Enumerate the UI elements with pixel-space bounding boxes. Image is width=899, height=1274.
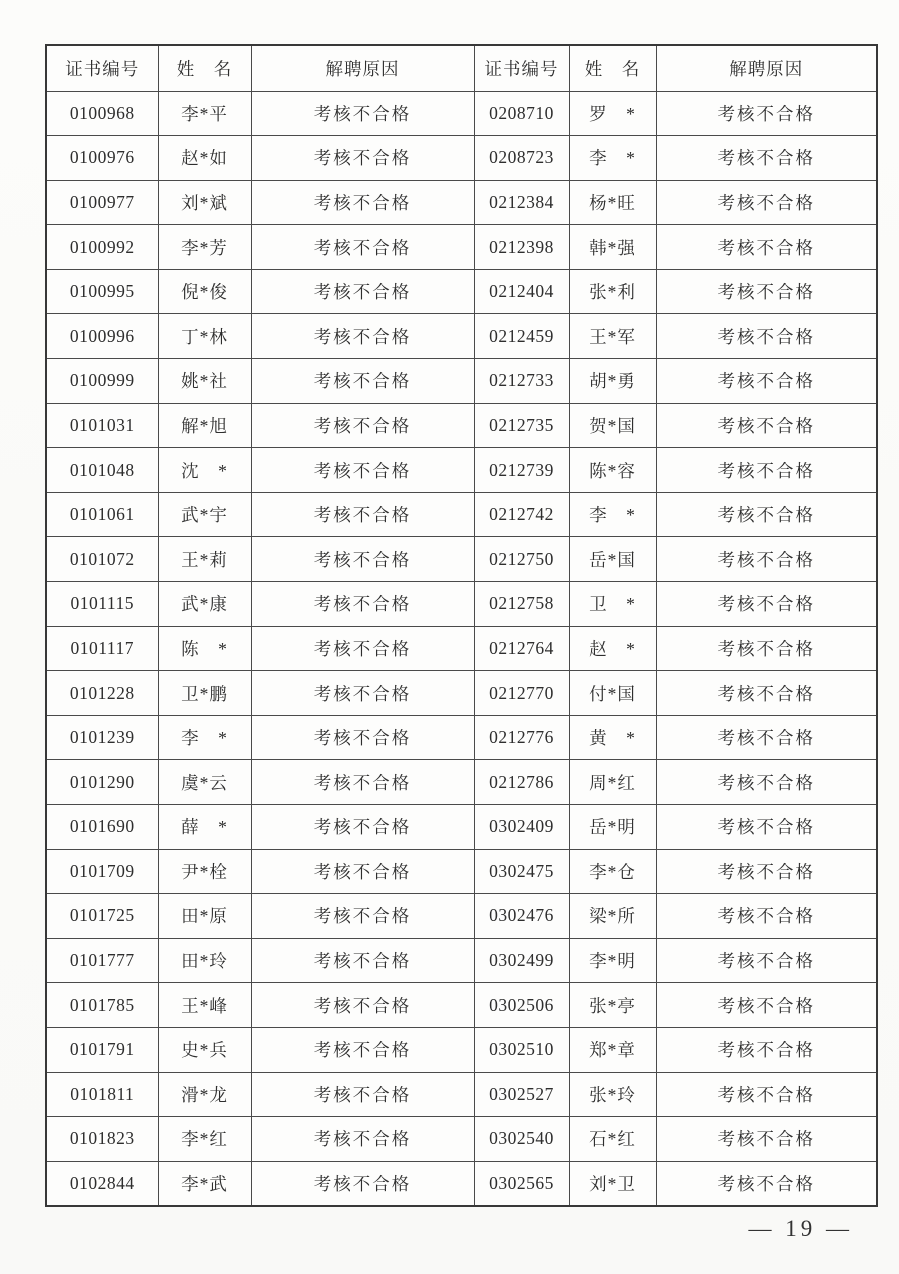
name-cell: 武*康: [158, 582, 251, 627]
reason-cell: 考核不合格: [251, 671, 474, 716]
page-number: — 19 —: [748, 1216, 853, 1241]
table-row: [46, 359, 877, 404]
reason-cell: 考核不合格: [251, 180, 474, 225]
cert-no-cell: 0101823: [46, 1117, 158, 1162]
name-cell: 王*军: [569, 314, 656, 359]
name-cell: 李 *: [569, 136, 656, 181]
cert-no-cell: 0101048: [46, 448, 158, 493]
name-cell: 姚*社: [158, 359, 251, 404]
reason-cell: 考核不合格: [656, 1117, 877, 1162]
cert-no-cell: 0302510: [474, 1027, 569, 1072]
reason-cell: 考核不合格: [251, 448, 474, 493]
cert-no-cell: 0101115: [46, 582, 158, 627]
cert-no-cell: 0212786: [474, 760, 569, 805]
cert-no-cell: 0212398: [474, 225, 569, 270]
name-cell: 卫*鹏: [158, 671, 251, 716]
name-header: 姓 名: [158, 45, 251, 91]
name-cell: 杨*旺: [569, 180, 656, 225]
reason-header: 解聘原因: [656, 45, 877, 91]
cert-no-cell: 0100976: [46, 136, 158, 181]
table-row: [46, 938, 877, 983]
reason-cell: 考核不合格: [656, 805, 877, 850]
cert-no-cell: 0302476: [474, 894, 569, 939]
name-cell: 田*玲: [158, 938, 251, 983]
name-cell: 陈 *: [158, 626, 251, 671]
name-cell: 罗 *: [569, 91, 656, 136]
reason-cell: 考核不合格: [251, 1117, 474, 1162]
cert-no-cell: 0212758: [474, 582, 569, 627]
name-cell: 周*红: [569, 760, 656, 805]
table-row: [46, 894, 877, 939]
cert-no-cell: 0101061: [46, 492, 158, 537]
cert-no-cell: 0100995: [46, 269, 158, 314]
reason-cell: 考核不合格: [251, 314, 474, 359]
name-cell: 王*峰: [158, 983, 251, 1028]
cert-no-cell: 0101290: [46, 760, 158, 805]
reason-cell: 考核不合格: [656, 715, 877, 760]
name-cell: 李*武: [158, 1161, 251, 1206]
cert-no-cell: 0100999: [46, 359, 158, 404]
reason-cell: 考核不合格: [656, 91, 877, 136]
table-row: [46, 805, 877, 850]
name-cell: 李*红: [158, 1117, 251, 1162]
reason-cell: 考核不合格: [251, 894, 474, 939]
reason-cell: 考核不合格: [656, 537, 877, 582]
reason-cell: 考核不合格: [251, 537, 474, 582]
reason-cell: 考核不合格: [656, 626, 877, 671]
name-cell: 陈*容: [569, 448, 656, 493]
name-cell: 赵 *: [569, 626, 656, 671]
reason-cell: 考核不合格: [656, 314, 877, 359]
reason-cell: 考核不合格: [656, 180, 877, 225]
cert-no-cell: 0101791: [46, 1027, 158, 1072]
reason-cell: 考核不合格: [251, 359, 474, 404]
reason-cell: 考核不合格: [251, 269, 474, 314]
table-row: [46, 136, 877, 181]
cert-no-cell: 0212384: [474, 180, 569, 225]
table-header-row: [46, 45, 877, 91]
table-row: [46, 448, 877, 493]
reason-cell: 考核不合格: [251, 938, 474, 983]
cert-no-cell: 0101709: [46, 849, 158, 894]
reason-cell: 考核不合格: [656, 849, 877, 894]
name-cell: 岳*国: [569, 537, 656, 582]
cert-no-cell: 0212750: [474, 537, 569, 582]
cert-no-cell: 0208710: [474, 91, 569, 136]
name-cell: 李*明: [569, 938, 656, 983]
table-row: [46, 626, 877, 671]
reason-cell: 考核不合格: [251, 403, 474, 448]
cert-no-header: 证书编号: [46, 45, 158, 91]
reason-cell: 考核不合格: [656, 492, 877, 537]
cert-no-cell: 0302540: [474, 1117, 569, 1162]
name-cell: 郑*章: [569, 1027, 656, 1072]
table-row: [46, 1161, 877, 1206]
reason-cell: 考核不合格: [251, 805, 474, 850]
name-cell: 田*原: [158, 894, 251, 939]
table-row: [46, 849, 877, 894]
name-cell: 韩*强: [569, 225, 656, 270]
name-cell: 刘*卫: [569, 1161, 656, 1206]
name-cell: 滑*龙: [158, 1072, 251, 1117]
name-cell: 薛 *: [158, 805, 251, 850]
name-cell: 付*国: [569, 671, 656, 716]
cert-no-cell: 0101785: [46, 983, 158, 1028]
reason-cell: 考核不合格: [656, 225, 877, 270]
reason-cell: 考核不合格: [656, 671, 877, 716]
reason-cell: 考核不合格: [251, 1027, 474, 1072]
name-cell: 石*红: [569, 1117, 656, 1162]
cert-no-cell: 0101725: [46, 894, 158, 939]
name-cell: 贺*国: [569, 403, 656, 448]
name-header: 姓 名: [569, 45, 656, 91]
cert-no-cell: 0212733: [474, 359, 569, 404]
cert-no-cell: 0102844: [46, 1161, 158, 1206]
reason-cell: 考核不合格: [251, 715, 474, 760]
cert-no-cell: 0302499: [474, 938, 569, 983]
table-row: [46, 537, 877, 582]
reason-cell: 考核不合格: [251, 1161, 474, 1206]
cert-no-cell: 0101072: [46, 537, 158, 582]
name-cell: 胡*勇: [569, 359, 656, 404]
cert-no-cell: 0208723: [474, 136, 569, 181]
name-cell: 张*亭: [569, 983, 656, 1028]
cert-no-cell: 0101031: [46, 403, 158, 448]
reason-cell: 考核不合格: [656, 582, 877, 627]
name-cell: 黄 *: [569, 715, 656, 760]
name-cell: 赵*如: [158, 136, 251, 181]
cert-no-cell: 0212459: [474, 314, 569, 359]
reason-cell: 考核不合格: [656, 269, 877, 314]
cert-no-cell: 0212776: [474, 715, 569, 760]
name-cell: 史*兵: [158, 1027, 251, 1072]
reason-cell: 考核不合格: [251, 91, 474, 136]
cert-no-cell: 0101117: [46, 626, 158, 671]
table-row: [46, 314, 877, 359]
name-cell: 卫 *: [569, 582, 656, 627]
table-row: [46, 715, 877, 760]
reason-cell: 考核不合格: [656, 938, 877, 983]
reason-cell: 考核不合格: [656, 760, 877, 805]
cert-no-cell: 0212770: [474, 671, 569, 716]
table-row: [46, 225, 877, 270]
cert-no-cell: 0100968: [46, 91, 158, 136]
reason-cell: 考核不合格: [251, 582, 474, 627]
cert-no-cell: 0212735: [474, 403, 569, 448]
table-row: [46, 582, 877, 627]
cert-no-cell: 0101239: [46, 715, 158, 760]
reason-cell: 考核不合格: [656, 403, 877, 448]
reason-cell: 考核不合格: [251, 760, 474, 805]
table-row: [46, 671, 877, 716]
table-row: [46, 492, 877, 537]
name-cell: 梁*所: [569, 894, 656, 939]
cert-no-cell: 0101690: [46, 805, 158, 850]
reason-cell: 考核不合格: [251, 849, 474, 894]
name-cell: 李*仓: [569, 849, 656, 894]
name-cell: 解*旭: [158, 403, 251, 448]
cert-no-cell: 0100992: [46, 225, 158, 270]
cert-no-cell: 0100996: [46, 314, 158, 359]
table-row: [46, 403, 877, 448]
cert-no-cell: 0101811: [46, 1072, 158, 1117]
name-cell: 李*芳: [158, 225, 251, 270]
name-cell: 李 *: [158, 715, 251, 760]
table-row: [46, 1117, 877, 1162]
name-cell: 张*利: [569, 269, 656, 314]
reason-cell: 考核不合格: [656, 983, 877, 1028]
reason-header: 解聘原因: [251, 45, 474, 91]
table-row: [46, 760, 877, 805]
table-row: [46, 269, 877, 314]
cert-no-cell: 0212764: [474, 626, 569, 671]
reason-cell: 考核不合格: [656, 1161, 877, 1206]
table-row: [46, 91, 877, 136]
cert-no-cell: 0212742: [474, 492, 569, 537]
name-cell: 倪*俊: [158, 269, 251, 314]
cert-no-cell: 0302527: [474, 1072, 569, 1117]
name-cell: 虞*云: [158, 760, 251, 805]
name-cell: 李 *: [569, 492, 656, 537]
reason-cell: 考核不合格: [656, 894, 877, 939]
cert-no-cell: 0100977: [46, 180, 158, 225]
reason-cell: 考核不合格: [251, 983, 474, 1028]
reason-cell: 考核不合格: [251, 136, 474, 181]
dismissal-roster-table: [45, 44, 878, 1207]
cert-no-cell: 0302475: [474, 849, 569, 894]
cert-no-cell: 0101777: [46, 938, 158, 983]
table-row: [46, 1027, 877, 1072]
reason-cell: 考核不合格: [656, 1072, 877, 1117]
name-cell: 尹*栓: [158, 849, 251, 894]
name-cell: 刘*斌: [158, 180, 251, 225]
cert-no-cell: 0212739: [474, 448, 569, 493]
name-cell: 丁*林: [158, 314, 251, 359]
reason-cell: 考核不合格: [251, 626, 474, 671]
name-cell: 岳*明: [569, 805, 656, 850]
name-cell: 王*莉: [158, 537, 251, 582]
table-row: [46, 983, 877, 1028]
reason-cell: 考核不合格: [251, 1072, 474, 1117]
name-cell: 武*宇: [158, 492, 251, 537]
cert-no-cell: 0302409: [474, 805, 569, 850]
reason-cell: 考核不合格: [656, 448, 877, 493]
name-cell: 李*平: [158, 91, 251, 136]
reason-cell: 考核不合格: [656, 1027, 877, 1072]
cert-no-cell: 0302565: [474, 1161, 569, 1206]
table-row: [46, 180, 877, 225]
cert-no-header: 证书编号: [474, 45, 569, 91]
reason-cell: 考核不合格: [251, 492, 474, 537]
reason-cell: 考核不合格: [656, 359, 877, 404]
name-cell: 张*玲: [569, 1072, 656, 1117]
reason-cell: 考核不合格: [251, 225, 474, 270]
cert-no-cell: 0212404: [474, 269, 569, 314]
name-cell: 沈 *: [158, 448, 251, 493]
cert-no-cell: 0302506: [474, 983, 569, 1028]
reason-cell: 考核不合格: [656, 136, 877, 181]
cert-no-cell: 0101228: [46, 671, 158, 716]
table-row: [46, 1072, 877, 1117]
